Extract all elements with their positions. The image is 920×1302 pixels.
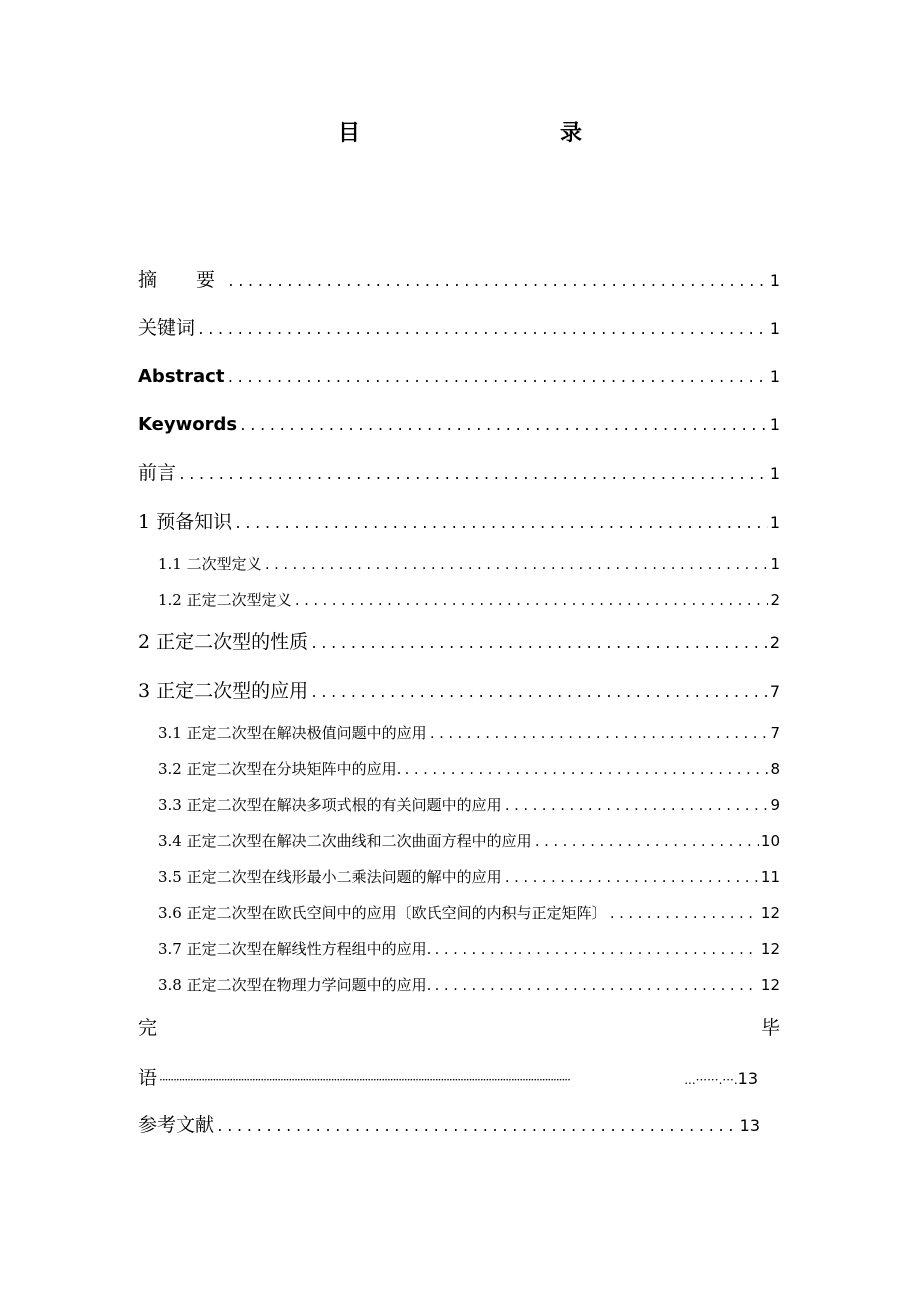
toc-entry-page: 13	[739, 1116, 760, 1135]
conclusion-char-3: 语	[138, 1067, 158, 1089]
toc-entry-page: 13	[737, 1069, 758, 1088]
toc-entry-label: 3.7 正定二次型在解线性方程组中的应用.	[158, 940, 432, 958]
dot-leader	[504, 794, 769, 818]
dot-leader	[433, 974, 759, 998]
dot-leader	[178, 464, 768, 488]
toc-entry-conclusion-line2[interactable]	[138, 1066, 758, 1092]
dot-leader	[310, 633, 768, 657]
toc-entry-section-3-5[interactable]	[138, 865, 780, 890]
toc-entry-label: 3.6 正定二次型在欧氏空间中的应用〔欧氏空间的内积与正定矩阵〕	[158, 904, 607, 922]
toc-entry-section-3[interactable]	[138, 679, 780, 706]
dot-leader	[216, 1116, 738, 1140]
toc-entry-label: 3.8 正定二次型在物理力学问题中的应用.	[158, 976, 432, 994]
toc-entry-label: 3.1 正定二次型在解决极值问题中的应用	[158, 724, 427, 742]
toc-entry-page: 1	[769, 271, 780, 290]
dot-leader	[504, 866, 759, 890]
toc-entry-conclusion-line1[interactable]	[138, 1016, 780, 1040]
toc-entry-page: 1	[770, 555, 780, 573]
conclusion-char-1: 完	[138, 1017, 158, 1039]
toc-entry-preface[interactable]	[138, 461, 780, 488]
toc-entry-section-3-8[interactable]	[138, 973, 780, 998]
toc-entry-label: 3 正定二次型的应用	[138, 680, 309, 702]
conclusion-tail: ...······.···.	[684, 1073, 738, 1087]
dot-leader	[159, 1068, 684, 1092]
toc-entry-page: 8	[770, 760, 780, 778]
toc-entry-label: 3.5 正定二次型在线形最小二乘法问题的解中的应用	[158, 868, 502, 886]
toc-entry-label: 3.2 正定二次型在分块矩阵中的应用.	[158, 760, 402, 778]
toc-entry-label: 关键词	[138, 317, 196, 339]
toc-entry-label: 参考文献	[138, 1114, 215, 1136]
dot-leader	[609, 902, 759, 926]
dot-leader	[226, 367, 767, 391]
toc-entry-section-1[interactable]	[138, 510, 780, 537]
toc-entry-section-1-1[interactable]	[138, 552, 780, 577]
toc-entry-references[interactable]	[138, 1113, 760, 1140]
conclusion-char-2: 毕	[760, 1017, 780, 1039]
dot-leader	[227, 271, 768, 295]
toc-entry-page: 12	[760, 976, 780, 994]
toc-entry-label: Keywords	[138, 414, 238, 435]
toc-entry-page: 1	[769, 367, 780, 386]
toc-entry-keywords-en[interactable]	[138, 413, 780, 439]
dot-leader	[403, 758, 768, 782]
toc-entry-label: 摘 要	[138, 269, 226, 291]
toc-entry-abstract-cn[interactable]	[138, 268, 780, 295]
dot-leader	[264, 553, 769, 577]
toc-entry-page: 1	[769, 464, 780, 483]
dot-leader	[294, 589, 769, 613]
toc-entry-label: 1.1 二次型定义	[158, 555, 262, 573]
toc-entry-section-2[interactable]	[138, 630, 780, 657]
toc-entry-section-3-6[interactable]	[138, 901, 780, 926]
toc-entry-page: 12	[760, 904, 780, 922]
toc-entry-label: 前言	[138, 462, 177, 484]
toc-entry-label: 2 正定二次型的性质	[138, 631, 309, 653]
toc-entry-section-3-7[interactable]	[138, 937, 780, 962]
dot-leader	[433, 938, 759, 962]
toc-entry-section-3-2[interactable]	[138, 757, 780, 782]
toc-entry-page: 10	[760, 832, 780, 850]
toc-entry-label: 3.3 正定二次型在解决多项式根的有关问题中的应用	[158, 796, 502, 814]
toc-entry-section-3-3[interactable]	[138, 793, 780, 818]
toc-entry-section-3-4[interactable]	[138, 829, 780, 854]
toc-entry-section-3-1[interactable]	[138, 721, 780, 746]
toc-entry-page: 7	[770, 724, 780, 742]
toc-entry-label: 1 预备知识	[138, 511, 233, 533]
toc-entry-keywords-cn[interactable]	[138, 316, 780, 343]
dot-leader	[534, 830, 759, 854]
dot-leader	[239, 415, 768, 439]
page-title: 目 录	[337, 120, 634, 146]
toc-entry-page: 9	[770, 796, 780, 814]
toc-entry-label: 3.4 正定二次型在解决二次曲线和二次曲面方程中的应用	[158, 832, 532, 850]
toc-entry-page: 1	[769, 513, 780, 532]
toc-entry-section-1-2[interactable]	[138, 588, 780, 613]
toc-entry-label: Abstract	[138, 366, 225, 387]
toc-entry-page: 1	[769, 415, 780, 434]
toc-entry-page: 7	[769, 682, 780, 701]
toc-entry-label: 1.2 正定二次型定义	[158, 591, 292, 609]
toc-entry-abstract-en[interactable]	[138, 365, 780, 391]
dot-leader	[234, 513, 768, 537]
toc-entry-page: 11	[760, 868, 780, 886]
toc-entry-page: 12	[760, 940, 780, 958]
dot-leader	[197, 319, 768, 343]
toc-entry-page: 2	[769, 633, 780, 652]
toc-entry-page: 1	[769, 319, 780, 338]
toc-entry-page: 2	[770, 591, 780, 609]
dot-leader	[429, 722, 769, 746]
dot-leader	[310, 682, 768, 706]
